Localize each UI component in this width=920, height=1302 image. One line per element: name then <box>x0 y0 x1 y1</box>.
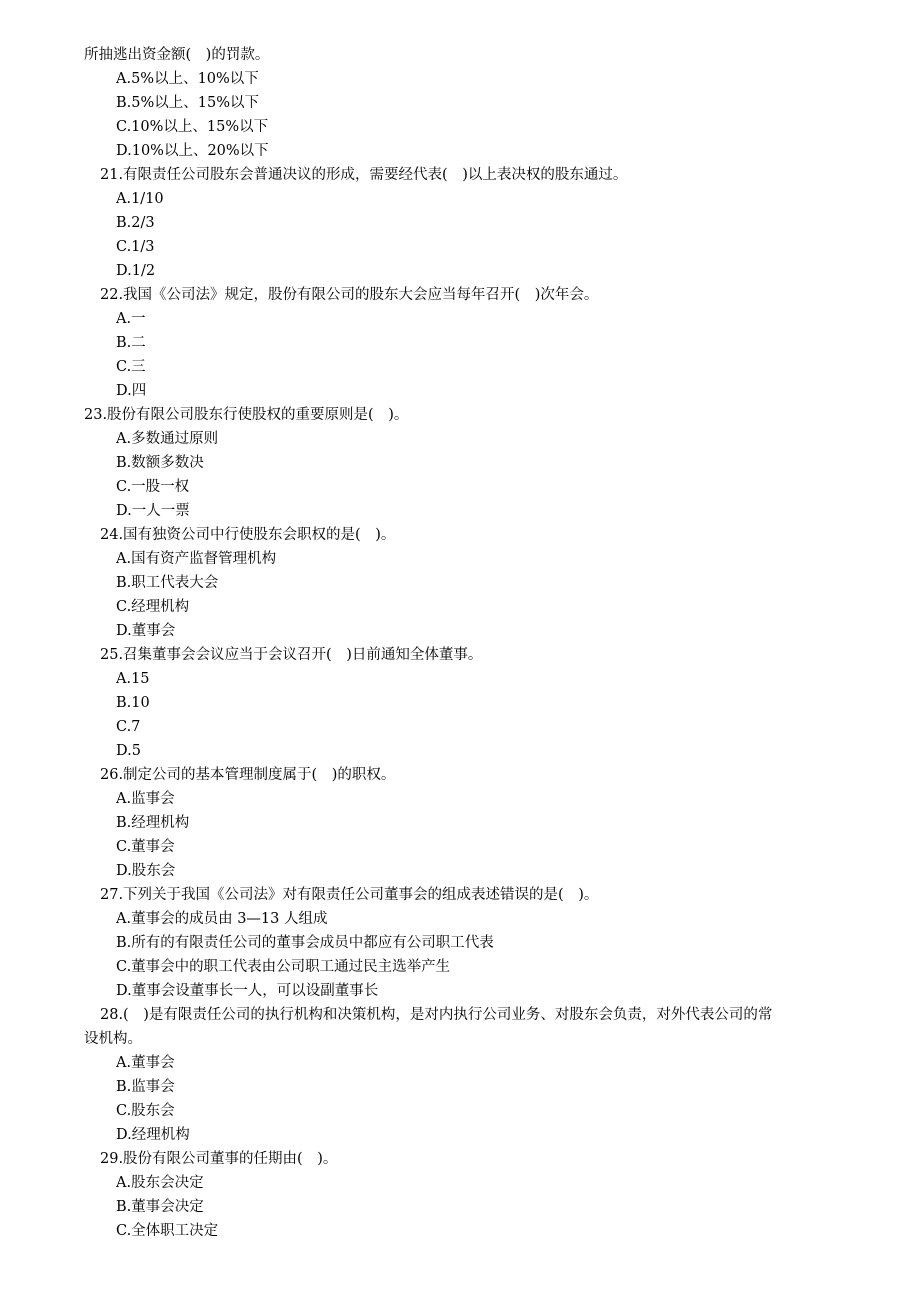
option-d: D.10%以上、20%以下 <box>116 143 269 159</box>
option-b: B.10 <box>116 695 150 711</box>
option-d: D.1/2 <box>116 263 156 279</box>
option-c: C.10%以上、15%以下 <box>116 119 269 135</box>
question-24: 24.国有独资公司中行使股东会职权的是( )。 <box>100 527 396 543</box>
option-a: A.一 <box>116 311 146 327</box>
option-b: B.监事会 <box>116 1079 175 1095</box>
option-a: A.董事会 <box>116 1055 175 1071</box>
option-b: B.2/3 <box>116 215 155 231</box>
option-a: A.多数通过原则 <box>116 431 219 447</box>
question-text-continuation: 所抽逃出资金额( )的罚款。 <box>84 47 270 63</box>
document-page <box>0 43 920 1243</box>
option-d: D.经理机构 <box>116 1127 190 1143</box>
question-26: 26.制定公司的基本管理制度属于( )的职权。 <box>100 767 396 783</box>
option-c: C.董事会中的职工代表由公司职工通过民主选举产生 <box>116 959 451 975</box>
option-a: A.国有资产监督管理机构 <box>116 551 277 567</box>
option-b: B.数额多数决 <box>116 455 204 471</box>
option-c: C.7 <box>116 719 141 735</box>
option-a: A.5%以上、10%以下 <box>116 71 259 87</box>
option-c: C.股东会 <box>116 1103 175 1119</box>
option-c: C.一股一权 <box>116 479 190 495</box>
option-d: D.一人一票 <box>116 503 190 519</box>
option-b: B.二 <box>116 335 146 351</box>
option-c: C.1/3 <box>116 239 155 255</box>
question-28-continuation: 设机构。 <box>84 1031 142 1047</box>
option-d: D.5 <box>116 743 141 759</box>
question-22: 22.我国《公司法》规定，股份有限公司的股东大会应当每年召开( )次年会。 <box>100 287 599 303</box>
option-c: C.董事会 <box>116 839 175 855</box>
option-b: B.董事会决定 <box>116 1199 204 1215</box>
option-d: D.股东会 <box>116 863 176 879</box>
option-b: B.所有的有限责任公司的董事会成员中都应有公司职工代表 <box>116 935 494 951</box>
option-b: B.职工代表大会 <box>116 575 219 591</box>
question-29: 29.股份有限公司董事的任期由( )。 <box>100 1151 338 1167</box>
option-a: A.股东会决定 <box>116 1175 204 1191</box>
option-c: C.经理机构 <box>116 599 190 615</box>
option-a: A.监事会 <box>116 791 175 807</box>
option-d: D.董事会设董事长一人，可以设副董事长 <box>116 983 379 999</box>
option-d: D.董事会 <box>116 623 176 639</box>
question-23: 23.股份有限公司股东行使股权的重要原则是( )。 <box>84 407 409 423</box>
question-28: 28.( )是有限责任公司的执行机构和决策机构，是对内执行公司业务、对股东会负责，对外代表公司的常 <box>100 1007 773 1023</box>
question-21: 21.有限责任公司股东会普通决议的形成，需要经代表( )以上表决权的股东通过。 <box>100 167 628 183</box>
option-c: C.三 <box>116 359 146 375</box>
option-d: D.四 <box>116 383 147 399</box>
option-a: A.董事会的成员由 3—13 人组成 <box>116 911 328 927</box>
question-27: 27.下列关于我国《公司法》对有限责任公司董事会的组成表述错误的是( )。 <box>100 887 599 903</box>
option-a: A.15 <box>116 671 150 687</box>
option-b: B.5%以上、15%以下 <box>116 95 259 111</box>
option-a: A.1/10 <box>116 191 164 207</box>
option-c: C.全体职工决定 <box>116 1223 219 1239</box>
question-25: 25.召集董事会会议应当于会议召开( )日前通知全体董事。 <box>100 647 483 663</box>
option-b: B.经理机构 <box>116 815 190 831</box>
